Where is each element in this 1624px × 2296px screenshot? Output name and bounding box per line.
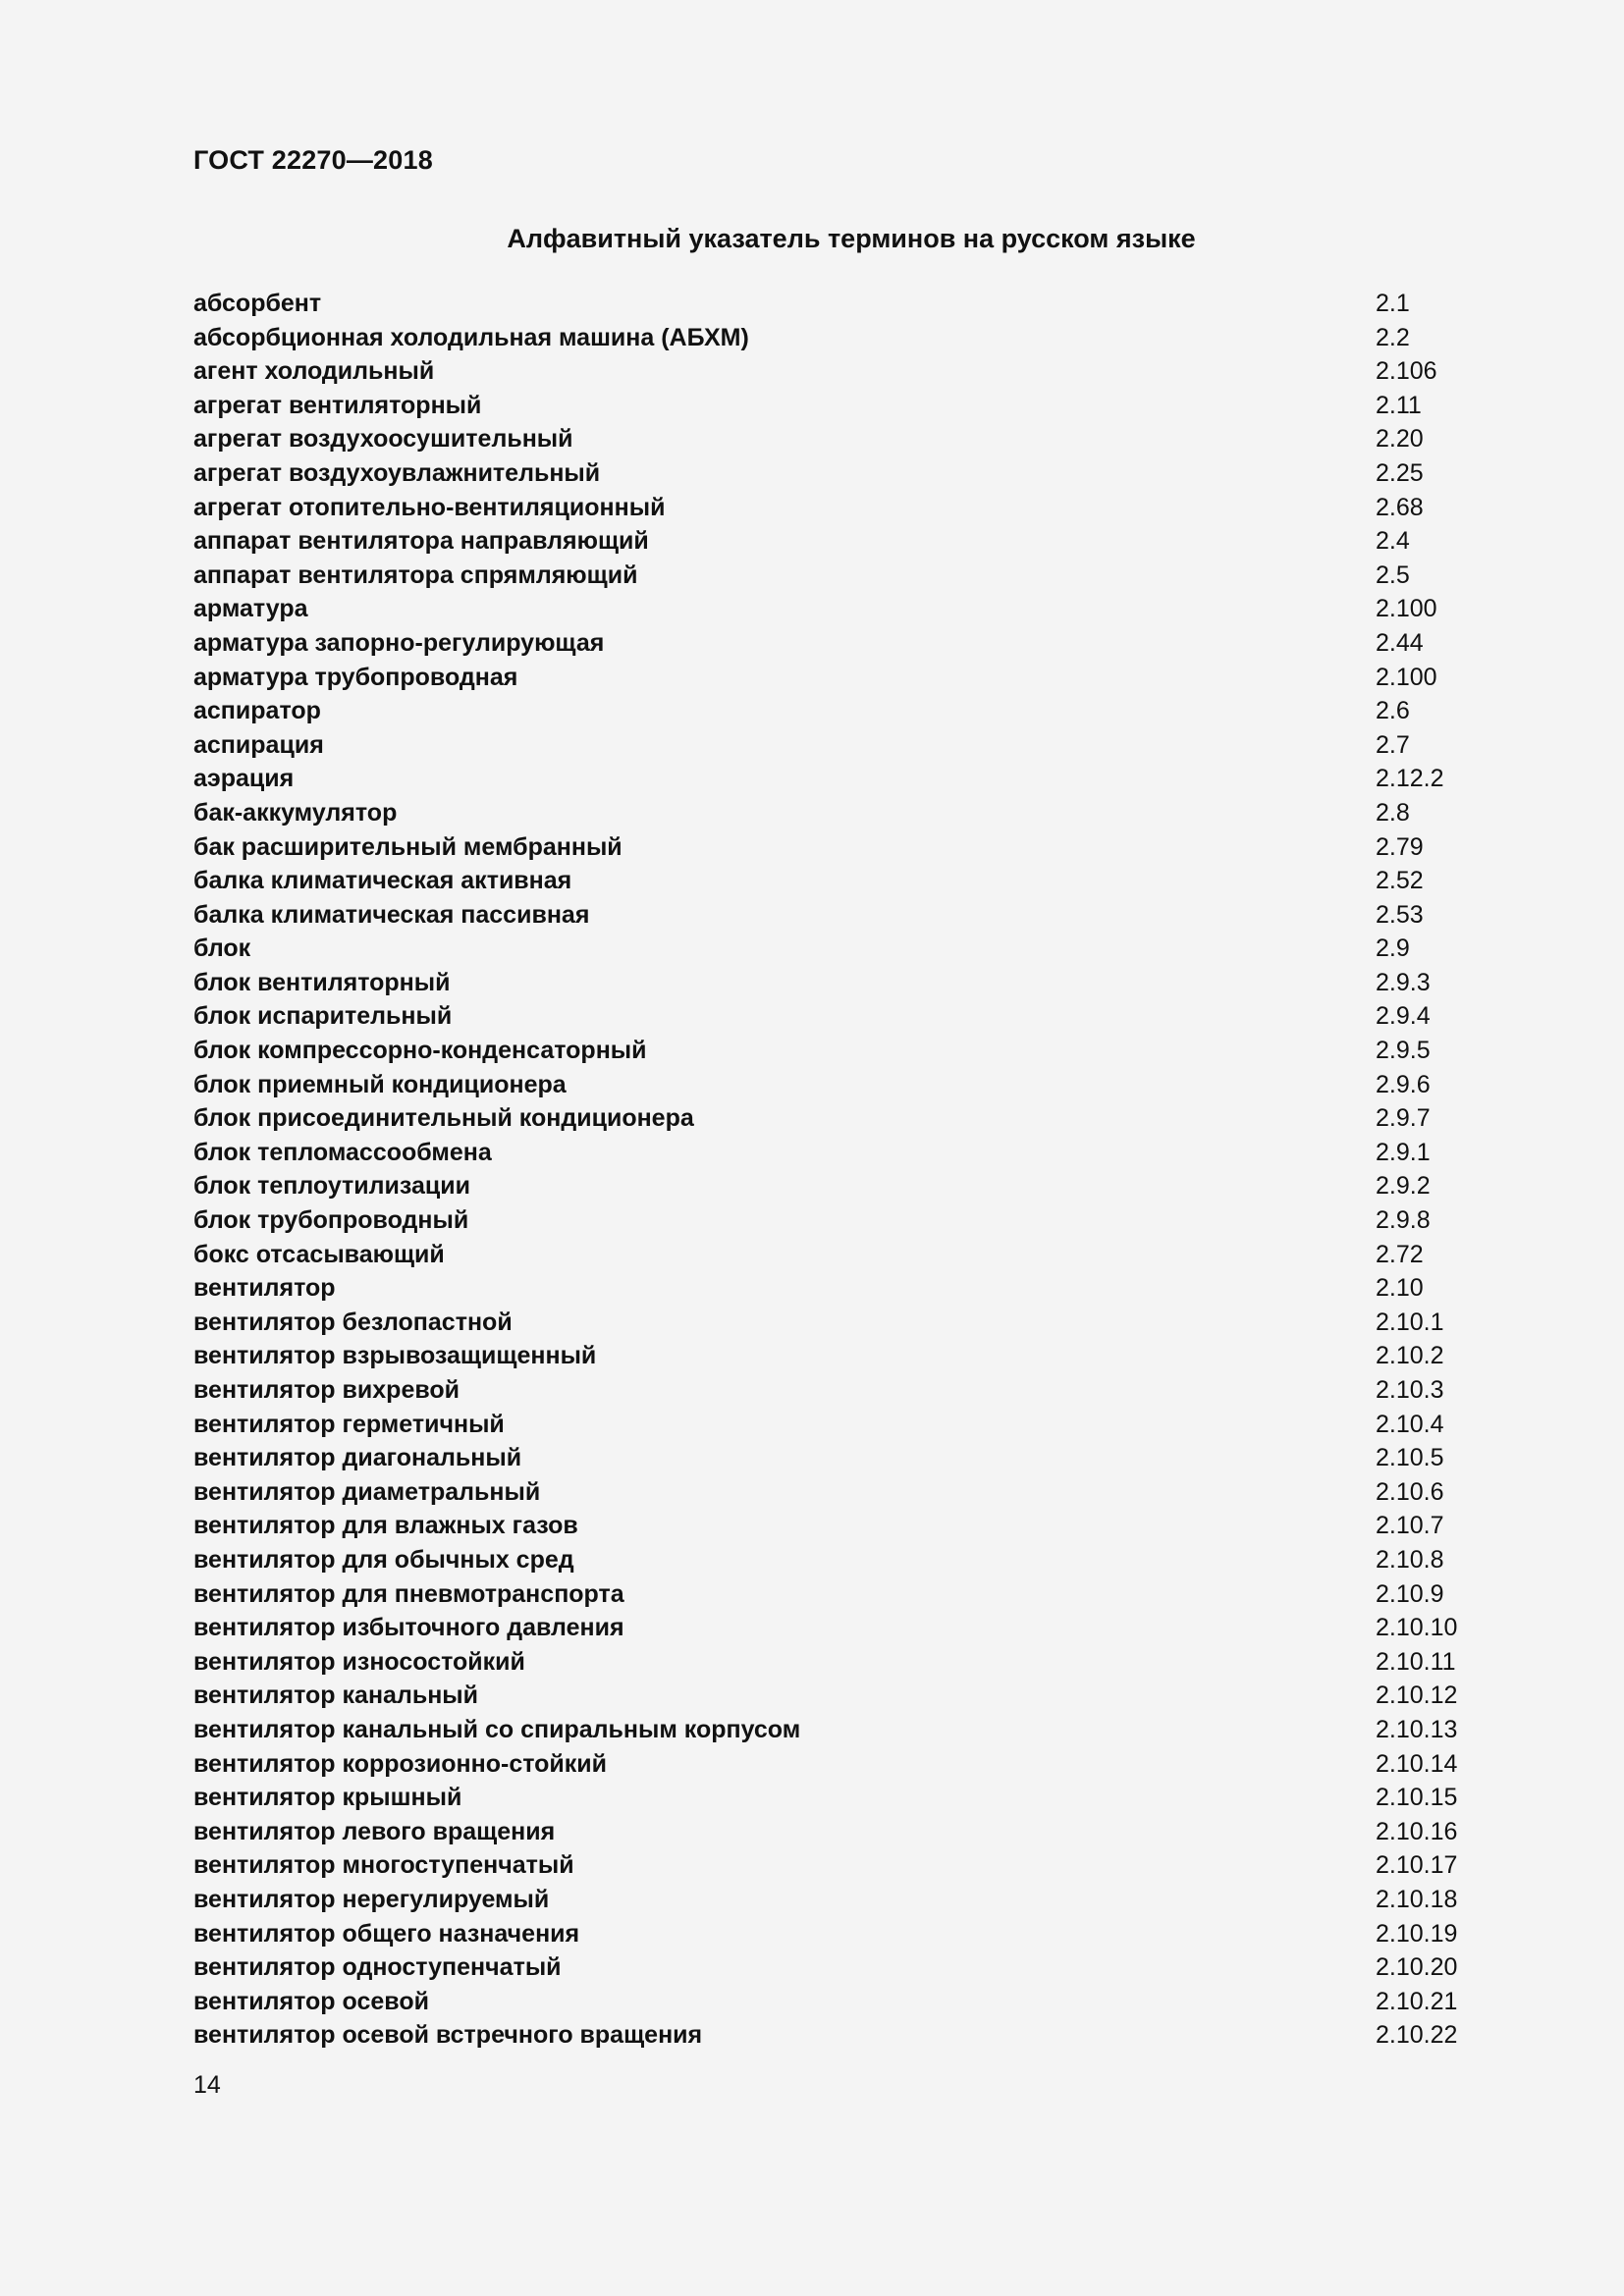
- index-entry: [193, 1985, 1470, 2019]
- index-term: аспирация: [193, 730, 324, 759]
- index-reference: 2.10.11: [1376, 1647, 1456, 1676]
- index-term: вентилятор герметичный: [193, 1410, 505, 1438]
- index-term: балка климатическая пассивная: [193, 900, 590, 929]
- index-term: блок испарительный: [193, 1002, 453, 1031]
- index-entry: [193, 661, 1470, 695]
- index-term: арматура трубопроводная: [193, 663, 518, 691]
- index-reference: 2.10.18: [1376, 1885, 1458, 1913]
- index-reference: 2.10.10: [1376, 1614, 1458, 1642]
- index-term: блок теплоутилизации: [193, 1172, 471, 1201]
- index-entry: [193, 1509, 1470, 1543]
- page-number: 14: [193, 2071, 221, 2099]
- index-reference: 2.9.6: [1376, 1070, 1431, 1098]
- index-entry: [193, 354, 1470, 389]
- index-entry: [193, 559, 1470, 593]
- index-reference: 2.52: [1376, 867, 1424, 895]
- index-entry: [193, 1645, 1470, 1680]
- index-entry: [193, 524, 1470, 559]
- index-reference: 2.7: [1376, 730, 1410, 759]
- index-term: бак расширительный мембранный: [193, 832, 623, 861]
- index-term: вентилятор коррозионно-стойкий: [193, 1749, 608, 1778]
- index-reference: 2.10.9: [1376, 1579, 1444, 1608]
- index-term: арматура: [193, 595, 308, 623]
- index-reference: 2.10.16: [1376, 1817, 1458, 1845]
- index-term: агрегат воздухоувлажнительный: [193, 458, 601, 487]
- index-reference: 2.10.19: [1376, 1919, 1458, 1948]
- index-term: вентилятор для влажных газов: [193, 1512, 578, 1540]
- index-reference: 2.10.22: [1376, 2021, 1458, 2050]
- index-entry: [193, 1713, 1470, 1747]
- index-term: бокс отсасывающий: [193, 1240, 445, 1268]
- index-term: вентилятор диагональный: [193, 1444, 522, 1472]
- index-term: вентилятор осевой: [193, 1987, 429, 2015]
- index-reference: 2.9.4: [1376, 1002, 1431, 1031]
- index-reference: 2.100: [1376, 595, 1437, 623]
- index-entry: [193, 1475, 1470, 1510]
- index-term: вентилятор многоступенчатый: [193, 1851, 574, 1880]
- index-entry: [193, 1068, 1470, 1102]
- index-term: блок вентиляторный: [193, 968, 451, 996]
- index-reference: 2.9.5: [1376, 1037, 1431, 1065]
- index-term: вентилятор крышный: [193, 1784, 462, 1812]
- index-entry: [193, 864, 1470, 898]
- index-entry: [193, 898, 1470, 933]
- index-term: агрегат вентиляторный: [193, 391, 482, 419]
- index-reference: 2.1: [1376, 290, 1410, 317]
- index-term: блок тепломассообмена: [193, 1138, 492, 1166]
- index-reference: 2.20: [1376, 425, 1424, 454]
- index-reference: 2.9: [1376, 934, 1410, 963]
- index-reference: 2.9.1: [1376, 1138, 1431, 1166]
- index-entry: [193, 694, 1470, 728]
- index-entry: [193, 796, 1470, 830]
- index-entry: [193, 1306, 1470, 1340]
- index-entry: [193, 1373, 1470, 1408]
- index-entry: [193, 1203, 1470, 1238]
- index-entry: [193, 1883, 1470, 1917]
- index-entry: [193, 999, 1470, 1034]
- index-term: блок: [193, 934, 251, 963]
- index-reference: 2.25: [1376, 458, 1424, 487]
- index-term: вентилятор канальный со спиральным корпусом: [193, 1715, 801, 1743]
- index-reference: 2.106: [1376, 357, 1437, 386]
- index-entry: [193, 1747, 1470, 1782]
- index-term: вентилятор для пневмотранспорта: [193, 1579, 624, 1608]
- index-term: блок компрессорно-конденсаторный: [193, 1037, 647, 1065]
- index-reference: 2.10.20: [1376, 1953, 1458, 1982]
- index-reference: 2.10.14: [1376, 1749, 1458, 1778]
- index-entry: [193, 1950, 1470, 1985]
- index-term: вентилятор безлопастной: [193, 1308, 513, 1336]
- index-term: блок приемный кондиционера: [193, 1070, 567, 1098]
- index-entry: [193, 422, 1470, 456]
- index-term: агент холодильный: [193, 357, 435, 386]
- index-reference: 2.9.8: [1376, 1206, 1431, 1235]
- index-reference: 2.10.3: [1376, 1376, 1444, 1404]
- index-term: агрегат отопительно-вентиляционный: [193, 493, 666, 521]
- index-entry: [193, 1543, 1470, 1577]
- index-term: вентилятор вихревой: [193, 1376, 460, 1404]
- index-term: вентилятор левого вращения: [193, 1817, 556, 1845]
- index-reference: 2.12.2: [1376, 765, 1444, 793]
- index-reference: 2.10: [1376, 1274, 1424, 1303]
- index-term: вентилятор взрывозащищенный: [193, 1342, 597, 1370]
- index-entry: [193, 1781, 1470, 1815]
- index-title: Алфавитный указатель терминов на русском языке: [507, 224, 1196, 253]
- index-term: аэрация: [193, 765, 295, 793]
- index-term: агрегат воздухоосушительный: [193, 425, 573, 454]
- index-entry: [193, 830, 1470, 865]
- index-entry: [193, 321, 1470, 355]
- index-entry: [193, 728, 1470, 763]
- index-term: абсорбент: [193, 290, 322, 317]
- index-entry: [193, 1408, 1470, 1442]
- index-reference: 2.8: [1376, 798, 1410, 827]
- index-term: вентилятор избыточного давления: [193, 1614, 624, 1642]
- index-reference: 2.10.12: [1376, 1682, 1458, 1710]
- index-entry: [193, 1679, 1470, 1713]
- index-entry: [193, 491, 1470, 525]
- index-entry: [193, 762, 1470, 796]
- index-entry: [193, 1339, 1470, 1373]
- index-reference: 2.10.2: [1376, 1342, 1444, 1370]
- index-reference: 2.79: [1376, 832, 1424, 861]
- index-reference: 2.9.7: [1376, 1104, 1431, 1133]
- index-term: бак-аккумулятор: [193, 798, 398, 827]
- index-term: вентилятор канальный: [193, 1682, 479, 1710]
- index-entry: [193, 1577, 1470, 1612]
- index-reference: 2.10.4: [1376, 1410, 1444, 1438]
- index-entry: [193, 1815, 1470, 1849]
- index-reference: 2.72: [1376, 1240, 1424, 1268]
- index-entry: [193, 592, 1470, 626]
- index-entry: [193, 1441, 1470, 1475]
- index-term: балка климатическая активная: [193, 867, 572, 895]
- index-entry: [193, 1848, 1470, 1883]
- index-reference: 2.9.2: [1376, 1172, 1431, 1201]
- index-reference: 2.10.21: [1376, 1987, 1458, 2015]
- index-reference: 2.6: [1376, 697, 1410, 725]
- term-index-list: [193, 287, 1470, 2053]
- index-term: вентилятор для обычных сред: [193, 1545, 574, 1574]
- index-reference: 2.10.17: [1376, 1851, 1458, 1880]
- index-entry: [193, 1101, 1470, 1136]
- index-reference: 2.44: [1376, 628, 1424, 657]
- index-term: вентилятор диаметральный: [193, 1477, 541, 1506]
- index-reference: 2.100: [1376, 663, 1437, 691]
- index-entry: [193, 287, 1470, 321]
- index-reference: 2.10.15: [1376, 1784, 1458, 1812]
- index-reference: 2.2: [1376, 323, 1410, 351]
- index-reference: 2.10.1: [1376, 1308, 1444, 1336]
- index-term: арматура запорно-регулирующая: [193, 628, 605, 657]
- index-term: вентилятор осевой встречного вращения: [193, 2021, 703, 2050]
- index-term: аппарат вентилятора спрямляющий: [193, 561, 638, 589]
- index-term: абсорбционная холодильная машина (АБХМ): [193, 323, 749, 351]
- index-reference: 2.10.6: [1376, 1477, 1444, 1506]
- index-term: аспиратор: [193, 697, 321, 725]
- index-entry: [193, 1169, 1470, 1203]
- index-entry: [193, 1917, 1470, 1951]
- index-entry: [193, 456, 1470, 491]
- index-reference: 2.10.13: [1376, 1715, 1458, 1743]
- index-reference: 2.4: [1376, 527, 1410, 556]
- index-entry: [193, 389, 1470, 423]
- index-entry: [193, 626, 1470, 661]
- index-entry: [193, 1611, 1470, 1645]
- index-term: блок трубопроводный: [193, 1206, 469, 1235]
- index-entry: [193, 1238, 1470, 1272]
- index-term: вентилятор одноступенчатый: [193, 1953, 562, 1982]
- index-term: вентилятор износостойкий: [193, 1647, 525, 1676]
- index-entry: [193, 932, 1470, 966]
- index-entry: [193, 2018, 1470, 2053]
- index-reference: 2.10.8: [1376, 1545, 1444, 1574]
- index-reference: 2.9.3: [1376, 968, 1431, 996]
- index-entry: [193, 1136, 1470, 1170]
- index-term: вентилятор нерегулируемый: [193, 1885, 550, 1913]
- index-term: аппарат вентилятора направляющий: [193, 527, 649, 556]
- index-term: вентилятор: [193, 1274, 336, 1303]
- index-term: вентилятор общего назначения: [193, 1919, 580, 1948]
- index-entry: [193, 1034, 1470, 1068]
- index-reference: 2.53: [1376, 900, 1424, 929]
- index-reference: 2.68: [1376, 493, 1424, 521]
- index-reference: 2.10.5: [1376, 1444, 1444, 1472]
- index-entry: [193, 1271, 1470, 1306]
- index-term: блок присоединительный кондиционера: [193, 1104, 694, 1133]
- document-code: ГОСТ 22270—2018: [193, 145, 433, 175]
- index-reference: 2.5: [1376, 561, 1410, 589]
- index-entry: [193, 966, 1470, 1000]
- index-reference: 2.11: [1376, 391, 1422, 419]
- index-reference: 2.10.7: [1376, 1512, 1444, 1540]
